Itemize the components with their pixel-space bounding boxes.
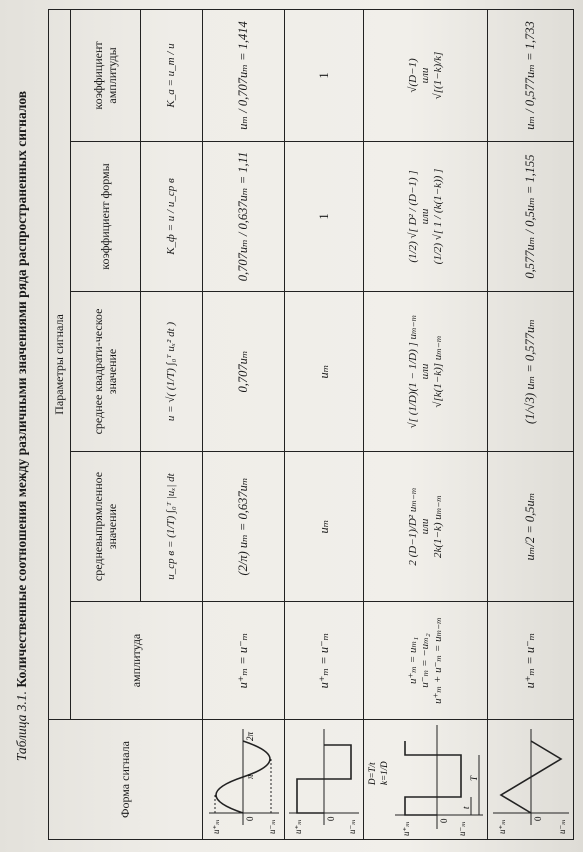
waveform-cell-square	[284, 720, 364, 840]
square-wave-graphic	[285, 724, 363, 836]
header-form-factor: коэффициент формы	[71, 142, 141, 292]
header-waveform: Форма сигнала	[49, 720, 203, 840]
pulse-rectified-line-3: 2k(1−k) uₘ₋ₘ	[432, 494, 445, 559]
pulse-form-factor-line-2: или	[419, 208, 432, 225]
square-rectified: uₘ	[284, 452, 364, 602]
label-um-minus: u⁻ₘ	[267, 819, 278, 835]
pulse-rectified-line-1: 2 (D−1)/D² uₘ₋ₘ	[406, 487, 419, 566]
sine-wave-graphic	[203, 724, 283, 836]
signal-parameters-table	[48, 9, 574, 840]
caption-label: Таблица 3.1.	[14, 690, 29, 762]
triangle-wave-graphic	[489, 724, 573, 836]
label-zero: 0	[438, 819, 449, 824]
pulse-rms-line-2: или	[419, 363, 432, 380]
label-duty-d: D=T/t	[366, 762, 377, 786]
label-pi: π	[245, 774, 256, 780]
formula-rectified: u_ср в = (1/T) ∫₀ᵀ |uₓ| dt	[141, 452, 203, 602]
pulse-amplitude	[364, 602, 488, 720]
square-amplitude: u⁺ₘ = u⁻ₘ	[284, 602, 364, 720]
label-zero: 0	[532, 817, 543, 822]
header-rectified: средневыпрямленное значение	[71, 452, 141, 602]
triangle-rectified: uₘ/2 = 0,5uₘ	[488, 452, 574, 602]
label-um-plus: u⁺ₘ	[400, 821, 411, 837]
signal-table-wrapper	[48, 10, 574, 840]
waveform-cell-pulse	[364, 720, 488, 840]
sine-amplitude: u⁺ₘ = u⁻ₘ	[203, 602, 285, 720]
sine-form-factor: 0,707uₘ / 0,637uₘ = 1,11	[203, 142, 285, 292]
header-amp-factor: коэффициент амплитуды	[71, 9, 141, 141]
triangle-amplitude: u⁺ₘ = u⁻ₘ	[488, 602, 574, 720]
caption-title: Количественные соотношения между различными значениями ряда распространенных сигналов	[14, 90, 29, 688]
pulse-rms-line-1: √[ (1/D)(1 − 1/D) ] uₘ₋ₘ	[406, 314, 419, 429]
pulse-rectified	[364, 452, 488, 602]
pulse-rectified-line-2: или	[419, 518, 432, 535]
pulse-amp-factor-line-3: √[(1−k)/k]	[432, 51, 445, 100]
formula-amp-factor: K_а = u_m / u	[141, 9, 203, 141]
triangle-rms: (1/√3) uₘ = 0,577uₘ	[488, 292, 574, 452]
square-form-factor: 1	[284, 142, 364, 292]
label-zero: 0	[245, 817, 256, 822]
pulse-amplitude-line-1: u⁺ₘ = uₘ₁	[406, 636, 419, 685]
table-caption	[2, 0, 42, 852]
pulse-rms-line-3: √[k(1−k)] uₘ₋ₘ	[432, 335, 445, 408]
triangle-amp-factor: uₘ / 0,577uₘ = 1,733	[488, 9, 574, 141]
square-amp-factor: 1	[284, 9, 364, 141]
table-row	[364, 9, 488, 839]
label-zero: 0	[325, 817, 336, 822]
pulse-amplitude-line-2: u⁻ₘ = −uₘ₂	[419, 633, 432, 688]
triangle-form-factor: 0,577uₘ / 0,5uₘ = 1,155	[488, 142, 574, 292]
sine-rms: 0,707uₘ	[203, 292, 285, 452]
label-um-minus: u⁻ₘ	[456, 821, 467, 837]
pulse-amplitude-line-3: u⁺ₘ + u⁻ₘ = uₘ₋ₘ	[432, 617, 445, 704]
table-row	[203, 9, 285, 839]
label-2pi: 2π	[245, 732, 256, 742]
label-um-plus: u⁺ₘ	[496, 819, 507, 835]
sine-rectified: (2/π) uₘ = 0,637uₘ	[203, 452, 285, 602]
table-row	[488, 9, 574, 839]
pulse-form-factor-line-3: (1/2) √[ 1 / (k(1−k)) ]	[432, 168, 445, 265]
pulse-form-factor-line-1: (1/2) √[ D² / (D−1) ]	[406, 170, 419, 263]
pulse-rms	[364, 292, 488, 452]
rotated-table-area	[48, 10, 574, 840]
label-um-plus: u⁺ₘ	[211, 819, 222, 835]
pulse-form-factor	[364, 142, 488, 292]
table-row	[284, 9, 364, 839]
header-params: Параметры сигнала	[49, 9, 71, 719]
label-um-minus: u⁻ₘ	[346, 819, 357, 835]
pulse-wave-graphic	[365, 722, 487, 838]
formula-form-factor: K_ф = u / u_ср в	[141, 142, 203, 292]
header-amplitude: амплитуда	[71, 602, 203, 720]
header-rms: среднее квадрати-ческое значение	[71, 292, 141, 452]
sine-amp-factor: uₘ / 0,707uₘ = 1,414	[203, 9, 285, 141]
pulse-amp-factor	[364, 9, 488, 141]
waveform-cell-triangle	[488, 720, 574, 840]
pulse-amp-factor-line-1: √(D−1)	[406, 58, 419, 93]
formula-rms: u = √( (1/T) ∫₀ᵀ uₓ² dt )	[141, 292, 203, 452]
label-period-T: T	[468, 776, 479, 782]
pulse-amp-factor-line-2: или	[419, 67, 432, 84]
square-rms: uₘ	[284, 292, 364, 452]
label-um-plus: u⁺ₘ	[292, 819, 303, 835]
label-duty-k: k=1/D	[378, 761, 389, 786]
waveform-cell-sine	[203, 720, 285, 840]
label-t: t	[460, 806, 471, 810]
label-um-minus: u⁻ₘ	[556, 819, 567, 835]
